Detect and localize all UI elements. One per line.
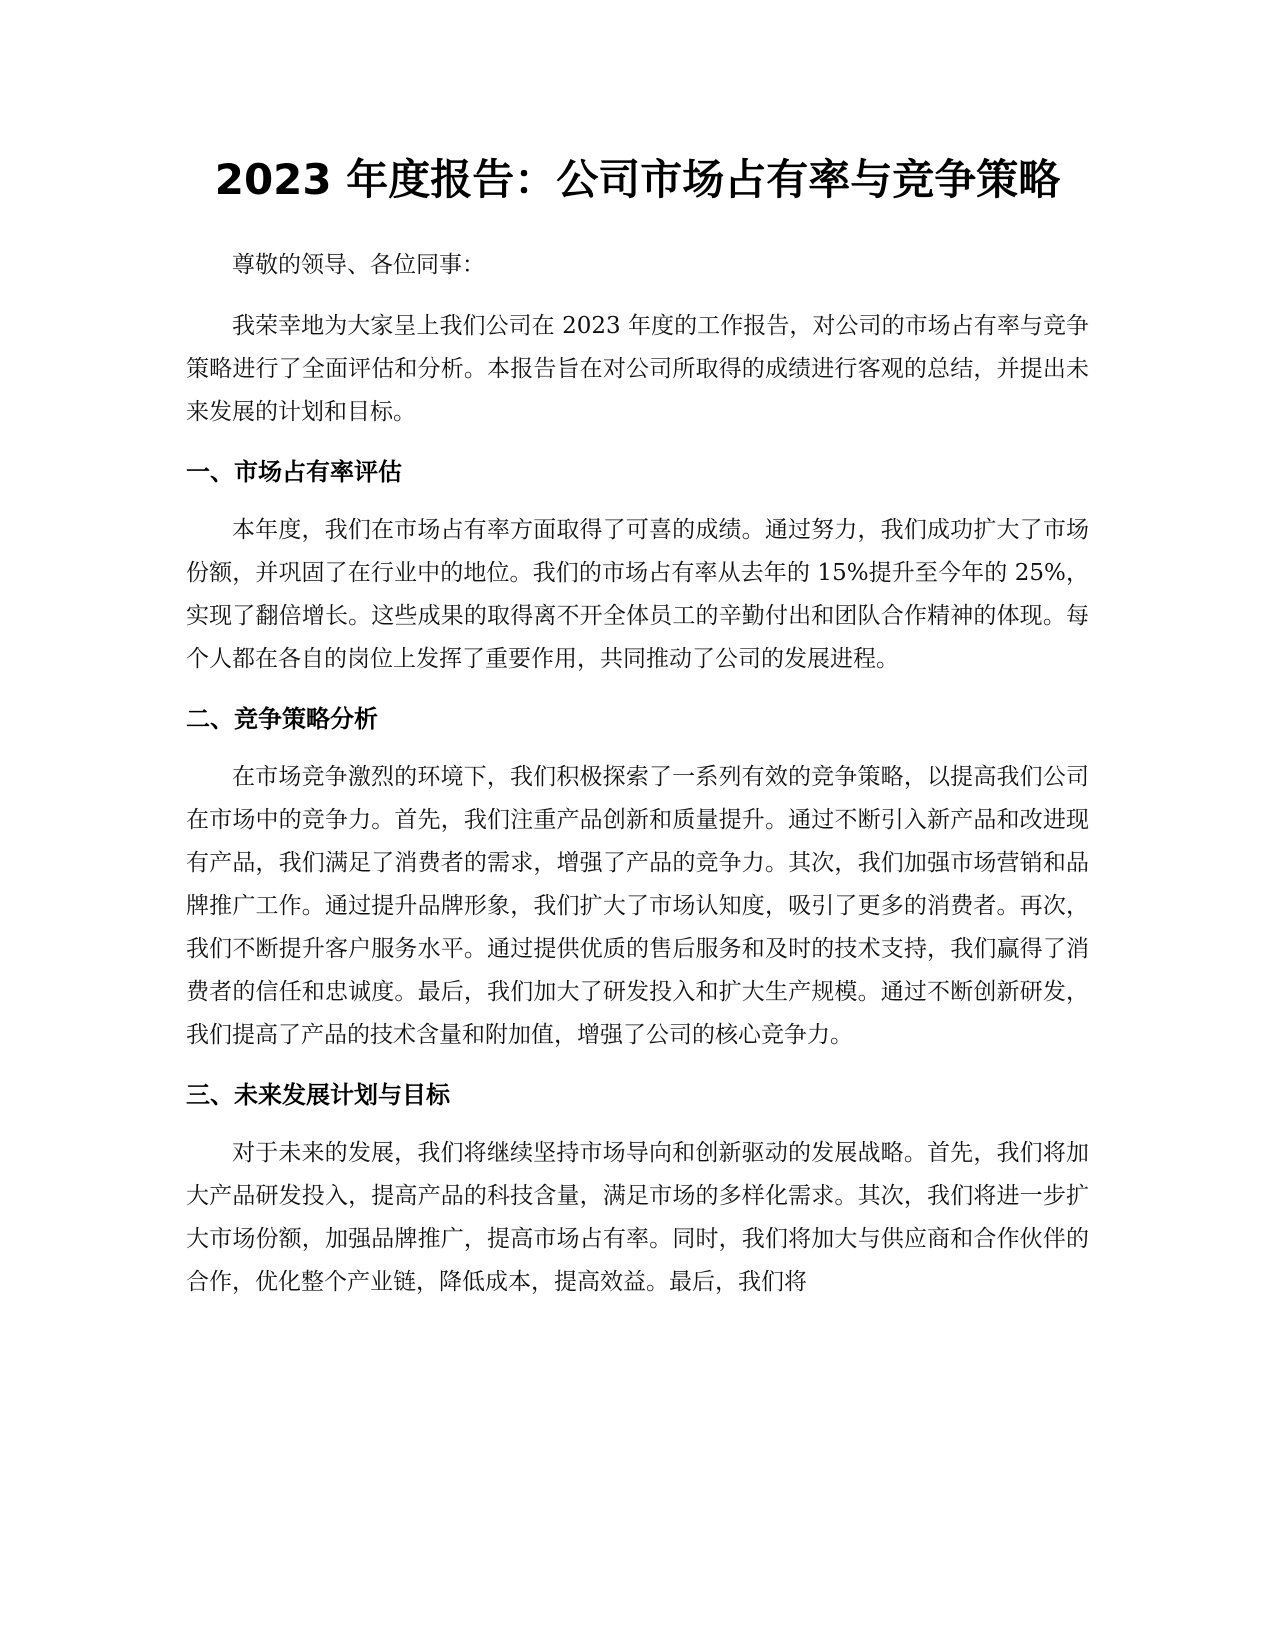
intro-paragraph: 我荣幸地为大家呈上我们公司在 2023 年度的工作报告，对公司的市场占有率与竞争策略进行了全面评估和分析。本报告旨在对公司所取得的成绩进行客观的总结，并提出未来发展的计划和目标。: [186, 313, 1089, 425]
section-body-future-plan: 对于未来的发展，我们将继续坚持市场导向和创新驱动的发展战略。首先，我们将加大产品研发投入，提高产品的科技含量，满足市场的多样化需求。其次，我们将进一步扩大市场份额，加强品牌推广，提高市场占有率。同时，我们将加大与供应商和合作伙伴的合作，优化整个产业链，降低成本，提高效益。最后，我们将: [186, 1140, 1089, 1295]
salutation: 尊敬的领导、各位同事：: [232, 252, 485, 278]
section-heading-competitive-strategy: 二、竞争策略分析: [186, 705, 378, 733]
section-heading-future-plan: 三、未来发展计划与目标: [186, 1081, 450, 1109]
document-page: [186, 150, 1089, 1322]
section-body-competitive-strategy: 在市场竞争激烈的环境下，我们积极探索了一系列有效的竞争策略，以提高我们公司在市场中的竞争力。首先，我们注重产品创新和质量提升。通过不断引入新产品和改进现有产品，我们满足了消费者的需求，增强了产品的竞争力。其次，我们加强市场营销和品牌推广工作。通过提升品牌形象，我们扩大了市场认知度，吸引了更多的消费者。再次，我们不断提升客户服务水平。通过提供优质的售后服务和及时的技术支持，我们赢得了消费者的信任和忠诚度。最后，我们加大了研发投入和扩大生产规模。通过不断创新研发，我们提高了产品的技术含量和附加值，增强了公司的核心竞争力。: [186, 764, 1089, 1048]
section-heading-market-share: 一、市场占有率评估: [186, 458, 402, 486]
document-title: 2023 年度报告：公司市场占有率与竞争策略: [214, 155, 1061, 204]
section-body-market-share: 本年度，我们在市场占有率方面取得了可喜的成绩。通过努力，我们成功扩大了市场份额，并巩固了在行业中的地位。我们的市场占有率从去年的 15%提升至今年的 25%，实现了翻倍增长。这些成果的取得离不开全体员工的辛勤付出和团队合作精神的体现。每个人都在各自的岗位上发挥了重要作用，共同推动了公司的发展进程。: [186, 517, 1089, 672]
